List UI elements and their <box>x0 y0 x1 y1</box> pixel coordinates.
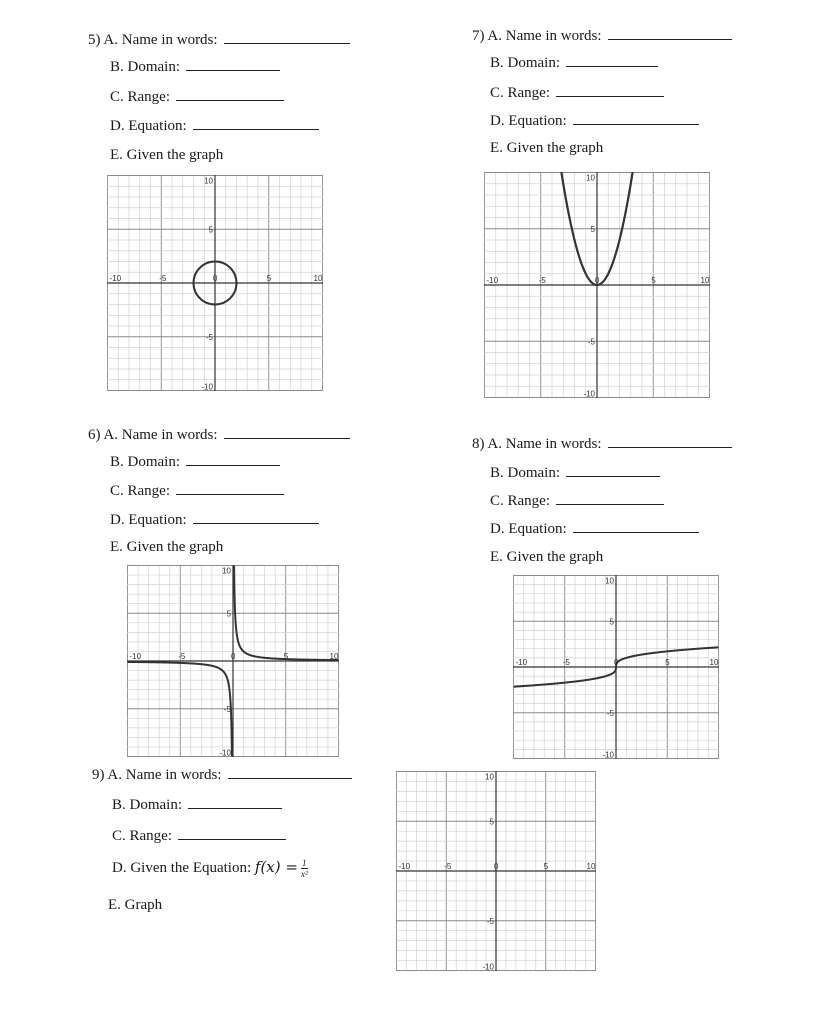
x-tick-label: -5 <box>538 276 546 285</box>
y-tick-label: -5 <box>606 708 614 718</box>
y-tick-label: -5 <box>587 337 595 347</box>
p9-range-blank[interactable] <box>178 838 286 840</box>
p9-name-line <box>92 766 352 784</box>
graph-5 <box>107 175 323 391</box>
y-tick-label: 5 <box>609 617 614 627</box>
p7-equation-label: D. Equation: <box>490 113 567 129</box>
p7-equation-line <box>490 112 699 130</box>
y-tick-label: -5 <box>223 704 231 714</box>
x-tick-label: 5 <box>283 652 289 661</box>
p5-equation-line <box>110 117 319 135</box>
p8-name-line <box>472 435 732 453</box>
x-tick-label: 10 <box>700 276 710 285</box>
p9-name-blank[interactable] <box>228 777 352 779</box>
p6-range-blank[interactable] <box>176 493 284 495</box>
x-tick-label: 5 <box>651 276 656 285</box>
p6-range-line <box>110 482 284 500</box>
x-tick-label: 10 <box>329 652 339 661</box>
x-tick-label: 5 <box>665 658 670 667</box>
x-tick-label: -10 <box>515 658 528 667</box>
p5-range-line <box>110 88 284 106</box>
x-tick-label: 0 <box>231 652 236 661</box>
graph-8 <box>513 575 719 759</box>
y-tick-label: 10 <box>485 772 494 782</box>
p5-domain-line <box>110 58 280 76</box>
graph-9 <box>396 771 596 971</box>
y-tick-label: -10 <box>583 389 595 398</box>
p7-range-line <box>490 84 664 102</box>
p5-range-label: C. Range: <box>110 89 170 105</box>
p8-name-label: 8) A. Name in words: <box>472 436 602 452</box>
x-tick-label: -5 <box>159 274 167 283</box>
p6-equation-label: D. Equation: <box>110 512 187 528</box>
p9-range-line <box>112 827 286 845</box>
x-tick-label: 10 <box>313 274 323 283</box>
p9-equation-denominator: x² <box>300 869 308 880</box>
x-tick-label: -10 <box>129 652 142 661</box>
p6-given-label: E. Given the graph <box>110 539 224 555</box>
p7-domain-line <box>490 54 658 72</box>
graph-5-plot <box>107 175 323 391</box>
p9-equation-fraction <box>301 858 308 879</box>
p7-domain-blank[interactable] <box>566 65 658 67</box>
p6-name-label: 6) A. Name in words: <box>88 427 218 443</box>
p9-name-label: 9) A. Name in words: <box>92 767 222 783</box>
p8-range-line <box>490 492 664 510</box>
x-tick-label: 10 <box>586 862 596 871</box>
hyperbola-branch-right <box>234 566 338 661</box>
p8-name-blank[interactable] <box>608 446 732 448</box>
p5-name-line <box>88 31 350 49</box>
p7-name-blank[interactable] <box>608 38 732 40</box>
x-tick-label: -10 <box>109 274 122 283</box>
x-tick-label: 0 <box>494 862 499 871</box>
y-tick-label: -10 <box>201 382 213 391</box>
p5-name-label: 5) A. Name in words: <box>88 32 218 48</box>
x-tick-label: -5 <box>178 652 186 661</box>
p5-equation-label: D. Equation: <box>110 118 187 134</box>
p6-domain-label: B. Domain: <box>110 454 180 470</box>
y-tick-label: 5 <box>489 817 494 827</box>
p7-name-line <box>472 27 732 45</box>
p9-equation-lhs: f(x) = <box>254 858 298 876</box>
p8-equation-label: D. Equation: <box>490 521 567 537</box>
p5-given-label: E. Given the graph <box>110 147 224 163</box>
p7-given-label: E. Given the graph <box>490 140 604 156</box>
p8-equation-line <box>490 520 699 538</box>
p8-domain-blank[interactable] <box>566 475 660 477</box>
p9-equation-label: D. Given the Equation: <box>112 860 252 876</box>
p8-range-label: C. Range: <box>490 493 550 509</box>
p7-range-blank[interactable] <box>556 95 664 97</box>
graph-6 <box>127 565 339 757</box>
y-tick-label: -5 <box>486 916 494 926</box>
y-tick-label: 10 <box>586 173 595 183</box>
p6-range-label: C. Range: <box>110 483 170 499</box>
p8-range-blank[interactable] <box>556 503 664 505</box>
p9-domain-label: B. Domain: <box>112 797 182 813</box>
x-tick-label: 10 <box>709 658 719 667</box>
p8-domain-label: B. Domain: <box>490 465 560 481</box>
p7-domain-label: B. Domain: <box>490 55 560 71</box>
graph-9-plot[interactable] <box>396 771 596 971</box>
x-tick-label: 5 <box>266 274 272 283</box>
p9-equation-line <box>112 858 308 879</box>
y-tick-label: 5 <box>226 609 231 619</box>
p9-range-label: C. Range: <box>112 828 172 844</box>
p5-range-blank[interactable] <box>176 99 284 101</box>
y-tick-label: 5 <box>208 225 213 235</box>
p8-equation-blank[interactable] <box>573 531 699 533</box>
p6-domain-blank[interactable] <box>186 464 280 466</box>
p7-equation-blank[interactable] <box>573 123 699 125</box>
p5-domain-blank[interactable] <box>186 69 280 71</box>
y-tick-label: 10 <box>222 566 231 576</box>
p9-graph-label: E. Graph <box>108 897 163 913</box>
p8-domain-line <box>490 464 660 482</box>
x-tick-label: -10 <box>486 276 499 285</box>
x-tick-label: -5 <box>562 658 570 667</box>
y-tick-label: 10 <box>605 576 614 586</box>
p5-equation-blank[interactable] <box>193 128 319 130</box>
p8-given-label: E. Given the graph <box>490 549 604 565</box>
graph-7 <box>484 172 710 398</box>
y-tick-label: 5 <box>590 224 595 234</box>
p6-domain-line <box>110 453 280 471</box>
y-tick-label: 10 <box>204 176 213 186</box>
y-tick-label: -10 <box>602 750 614 759</box>
y-tick-label: -10 <box>482 962 494 971</box>
x-tick-label: 0 <box>213 274 218 283</box>
p7-range-label: C. Range: <box>490 85 550 101</box>
p6-name-line <box>88 426 350 444</box>
p6-equation-blank[interactable] <box>193 522 319 524</box>
x-tick-label: -10 <box>398 862 411 871</box>
graph-8-plot <box>513 575 719 759</box>
hyperbola-branch-left <box>128 662 232 757</box>
x-tick-label: 5 <box>543 862 549 871</box>
x-tick-label: -5 <box>444 862 452 871</box>
y-tick-label: -10 <box>219 748 231 757</box>
p5-name-blank[interactable] <box>224 42 350 44</box>
y-tick-label: -5 <box>205 332 213 342</box>
graph-7-plot <box>484 172 710 398</box>
x-tick-label: 0 <box>614 658 619 667</box>
p6-equation-line <box>110 511 319 529</box>
x-tick-label: 0 <box>595 276 600 285</box>
p9-equation-numerator: 1 <box>302 858 307 869</box>
graph-6-plot <box>127 565 339 757</box>
p6-name-blank[interactable] <box>224 437 350 439</box>
p5-domain-label: B. Domain: <box>110 59 180 75</box>
p7-name-label: 7) A. Name in words: <box>472 28 602 44</box>
p9-domain-blank[interactable] <box>188 807 282 809</box>
p9-domain-line <box>112 796 282 814</box>
